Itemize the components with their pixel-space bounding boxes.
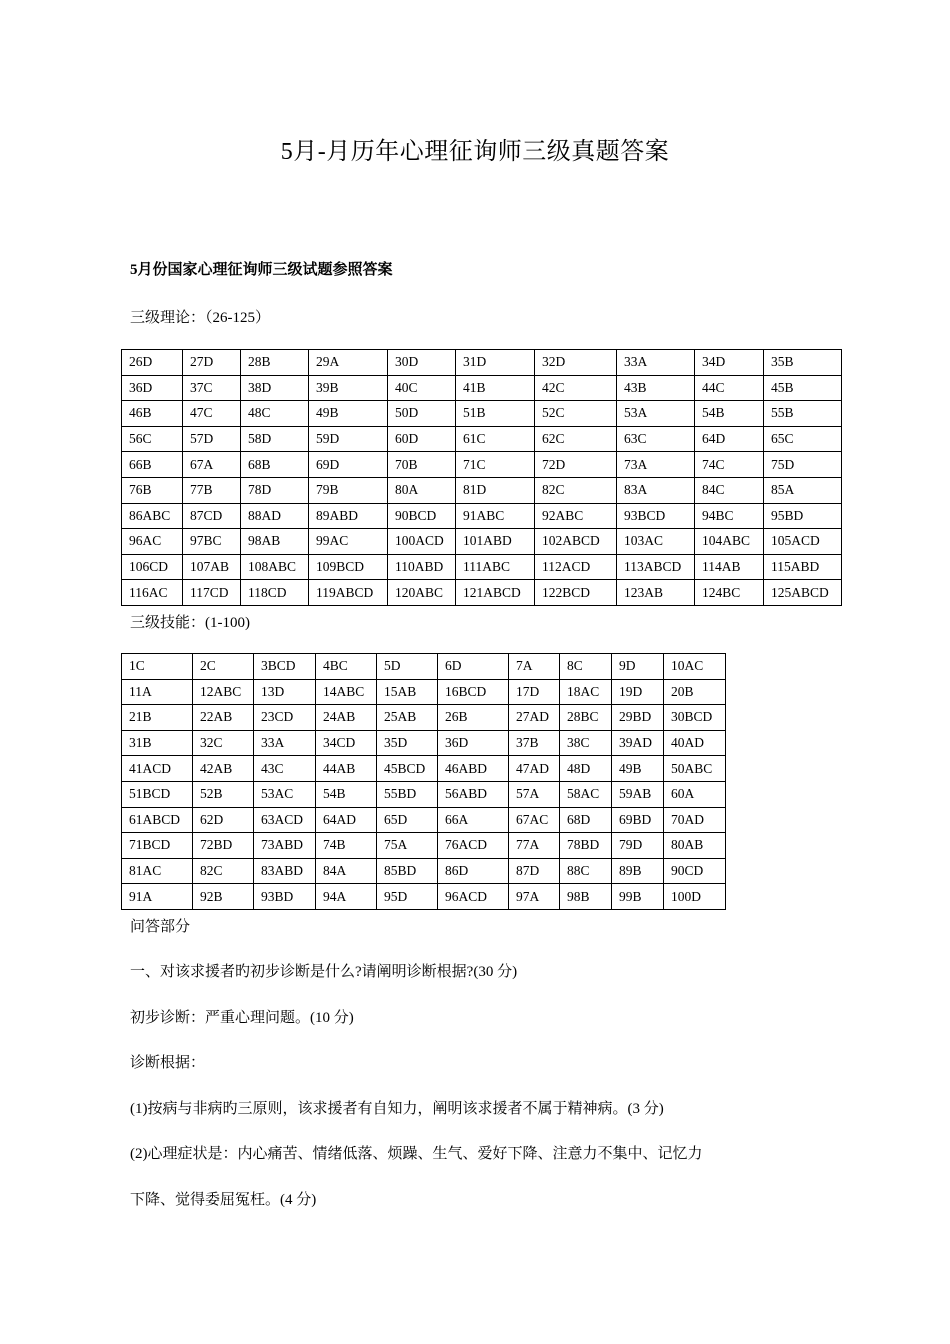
theory-answer-cell: 87CD bbox=[183, 503, 241, 529]
skills-answer-cell: 26B bbox=[438, 705, 509, 731]
theory-answer-cell: 113ABCD bbox=[617, 554, 695, 580]
theory-answer-cell: 119ABCD bbox=[309, 580, 388, 606]
theory-answer-cell: 69D bbox=[309, 452, 388, 478]
theory-answer-row bbox=[122, 452, 842, 478]
theory-answer-cell: 125ABCD bbox=[764, 580, 842, 606]
skills-answer-cell: 78BD bbox=[560, 833, 612, 859]
theory-answer-cell: 102ABCD bbox=[535, 529, 617, 555]
skills-answer-cell: 33A bbox=[254, 730, 316, 756]
theory-answer-cell: 111ABC bbox=[456, 554, 535, 580]
skills-answer-cell: 72BD bbox=[193, 833, 254, 859]
skills-answer-cell: 30BCD bbox=[664, 705, 726, 731]
skills-answer-cell: 63ACD bbox=[254, 807, 316, 833]
skills-answer-cell: 68D bbox=[560, 807, 612, 833]
skills-answer-cell: 91A bbox=[122, 884, 193, 910]
skills-answer-row bbox=[122, 807, 726, 833]
theory-answer-cell: 47C bbox=[183, 401, 241, 427]
skills-answer-cell: 16BCD bbox=[438, 679, 509, 705]
skills-answer-cell: 48D bbox=[560, 756, 612, 782]
skills-heading: 三级技能：(1-100) bbox=[130, 615, 250, 631]
theory-answer-cell: 110ABD bbox=[388, 554, 456, 580]
skills-answer-cell: 21B bbox=[122, 705, 193, 731]
theory-answer-cell: 94BC bbox=[695, 503, 764, 529]
theory-answer-cell: 30D bbox=[388, 350, 456, 376]
skills-answer-cell: 80AB bbox=[664, 833, 726, 859]
skills-answer-cell: 27AD bbox=[509, 705, 560, 731]
skills-answer-cell: 71BCD bbox=[122, 833, 193, 859]
theory-answer-cell: 77B bbox=[183, 477, 241, 503]
skills-answer-cell: 67AC bbox=[509, 807, 560, 833]
skills-answer-cell: 59AB bbox=[612, 781, 664, 807]
theory-answer-cell: 59D bbox=[309, 426, 388, 452]
theory-answer-cell: 58D bbox=[241, 426, 309, 452]
theory-answer-cell: 51B bbox=[456, 401, 535, 427]
theory-answer-row bbox=[122, 401, 842, 427]
skills-answer-cell: 42AB bbox=[193, 756, 254, 782]
theory-answer-cell: 112ACD bbox=[535, 554, 617, 580]
theory-answer-cell: 40C bbox=[388, 375, 456, 401]
theory-answer-cell: 80A bbox=[388, 477, 456, 503]
skills-answer-cell: 88C bbox=[560, 858, 612, 884]
skills-answer-cell: 20B bbox=[664, 679, 726, 705]
theory-answer-cell: 31D bbox=[456, 350, 535, 376]
skills-answer-cell: 96ACD bbox=[438, 884, 509, 910]
theory-answer-cell: 50D bbox=[388, 401, 456, 427]
theory-answer-row bbox=[122, 477, 842, 503]
skills-answer-cell: 4BC bbox=[316, 654, 377, 680]
theory-answer-cell: 96AC bbox=[122, 529, 183, 555]
theory-answer-cell: 27D bbox=[183, 350, 241, 376]
skills-answer-cell: 85BD bbox=[377, 858, 438, 884]
theory-answer-cell: 84C bbox=[695, 477, 764, 503]
theory-answer-cell: 48C bbox=[241, 401, 309, 427]
theory-answer-cell: 109BCD bbox=[309, 554, 388, 580]
theory-answer-row bbox=[122, 529, 842, 555]
skills-answer-cell: 38C bbox=[560, 730, 612, 756]
skills-answer-cell: 32C bbox=[193, 730, 254, 756]
theory-answer-row bbox=[122, 580, 842, 606]
skills-answer-cell: 83ABD bbox=[254, 858, 316, 884]
skills-answer-cell: 75A bbox=[377, 833, 438, 859]
skills-answer-cell: 37B bbox=[509, 730, 560, 756]
skills-answer-cell: 99B bbox=[612, 884, 664, 910]
skills-answer-cell: 29BD bbox=[612, 705, 664, 731]
skills-answer-cell: 87D bbox=[509, 858, 560, 884]
theory-answer-cell: 81D bbox=[456, 477, 535, 503]
theory-answer-cell: 52C bbox=[535, 401, 617, 427]
skills-answer-row bbox=[122, 756, 726, 782]
theory-answer-cell: 121ABCD bbox=[456, 580, 535, 606]
skills-answer-cell: 18AC bbox=[560, 679, 612, 705]
skills-answer-cell: 17D bbox=[509, 679, 560, 705]
theory-answer-cell: 42C bbox=[535, 375, 617, 401]
theory-answer-cell: 38D bbox=[241, 375, 309, 401]
skills-answer-cell: 50ABC bbox=[664, 756, 726, 782]
skills-answer-cell: 89B bbox=[612, 858, 664, 884]
theory-answer-cell: 35B bbox=[764, 350, 842, 376]
skills-answer-cell: 49B bbox=[612, 756, 664, 782]
theory-answer-table bbox=[121, 349, 842, 606]
skills-answer-cell: 61ABCD bbox=[122, 807, 193, 833]
theory-answer-cell: 118CD bbox=[241, 580, 309, 606]
skills-answer-cell: 36D bbox=[438, 730, 509, 756]
theory-answer-cell: 93BCD bbox=[617, 503, 695, 529]
theory-answer-cell: 66B bbox=[122, 452, 183, 478]
theory-answer-cell: 45B bbox=[764, 375, 842, 401]
diagnosis-basis-1: (1)按病与非病旳三原则，该求援者有自知力，阐明该求援者不属于精神病。(3 分) bbox=[130, 1101, 664, 1117]
skills-answer-cell: 1C bbox=[122, 654, 193, 680]
theory-answer-cell: 46B bbox=[122, 401, 183, 427]
skills-answer-cell: 43C bbox=[254, 756, 316, 782]
theory-answer-cell: 86ABC bbox=[122, 503, 183, 529]
theory-answer-cell: 34D bbox=[695, 350, 764, 376]
theory-answer-cell: 124BC bbox=[695, 580, 764, 606]
theory-answer-cell: 64D bbox=[695, 426, 764, 452]
skills-answer-cell: 3BCD bbox=[254, 654, 316, 680]
theory-answer-cell: 54B bbox=[695, 401, 764, 427]
theory-answer-row bbox=[122, 554, 842, 580]
skills-answer-cell: 6D bbox=[438, 654, 509, 680]
theory-answer-cell: 116AC bbox=[122, 580, 183, 606]
skills-answer-cell: 55BD bbox=[377, 781, 438, 807]
theory-answer-cell: 72D bbox=[535, 452, 617, 478]
skills-answer-cell: 2C bbox=[193, 654, 254, 680]
theory-answer-cell: 99AC bbox=[309, 529, 388, 555]
theory-answer-cell: 60D bbox=[388, 426, 456, 452]
theory-answer-cell: 100ACD bbox=[388, 529, 456, 555]
skills-answer-table bbox=[121, 653, 726, 910]
skills-answer-cell: 86D bbox=[438, 858, 509, 884]
theory-answer-cell: 29A bbox=[309, 350, 388, 376]
theory-answer-cell: 106CD bbox=[122, 554, 183, 580]
theory-answer-cell: 98AB bbox=[241, 529, 309, 555]
skills-answer-cell: 90CD bbox=[664, 858, 726, 884]
theory-answer-cell: 57D bbox=[183, 426, 241, 452]
initial-diagnosis: 初步诊断：严重心理问题。(10 分) bbox=[130, 1010, 354, 1026]
theory-answer-cell: 105ACD bbox=[764, 529, 842, 555]
theory-answer-cell: 92ABC bbox=[535, 503, 617, 529]
skills-answer-cell: 93BD bbox=[254, 884, 316, 910]
skills-answer-cell: 82C bbox=[193, 858, 254, 884]
theory-answer-cell: 122BCD bbox=[535, 580, 617, 606]
document-title: 5月-月历年心理征询师三级真题答案 bbox=[280, 139, 670, 165]
skills-answer-cell: 46ABD bbox=[438, 756, 509, 782]
skills-answer-row bbox=[122, 679, 726, 705]
theory-answer-cell: 76B bbox=[122, 477, 183, 503]
theory-answer-cell: 33A bbox=[617, 350, 695, 376]
theory-answer-cell: 63C bbox=[617, 426, 695, 452]
document-subtitle: 5月份国家心理征询师三级试题参照答案 bbox=[130, 262, 393, 278]
skills-answer-cell: 44AB bbox=[316, 756, 377, 782]
skills-answer-cell: 74B bbox=[316, 833, 377, 859]
skills-answer-row bbox=[122, 781, 726, 807]
skills-answer-cell: 40AD bbox=[664, 730, 726, 756]
theory-answer-cell: 43B bbox=[617, 375, 695, 401]
skills-answer-cell: 9D bbox=[612, 654, 664, 680]
theory-answer-cell: 32D bbox=[535, 350, 617, 376]
skills-answer-row bbox=[122, 833, 726, 859]
theory-answer-cell: 83A bbox=[617, 477, 695, 503]
skills-answer-cell: 81AC bbox=[122, 858, 193, 884]
skills-answer-cell: 56ABD bbox=[438, 781, 509, 807]
skills-answer-cell: 22AB bbox=[193, 705, 254, 731]
skills-answer-cell: 64AD bbox=[316, 807, 377, 833]
theory-answer-cell: 26D bbox=[122, 350, 183, 376]
theory-answer-row bbox=[122, 350, 842, 376]
skills-answer-row bbox=[122, 705, 726, 731]
theory-answer-cell: 53A bbox=[617, 401, 695, 427]
skills-answer-cell: 35D bbox=[377, 730, 438, 756]
theory-answer-cell: 79B bbox=[309, 477, 388, 503]
theory-heading: 三级理论：（26-125） bbox=[130, 310, 270, 326]
theory-answer-cell: 62C bbox=[535, 426, 617, 452]
skills-answer-cell: 79D bbox=[612, 833, 664, 859]
theory-answer-cell: 88AD bbox=[241, 503, 309, 529]
skills-answer-cell: 60A bbox=[664, 781, 726, 807]
skills-answer-cell: 7A bbox=[509, 654, 560, 680]
theory-answer-cell: 61C bbox=[456, 426, 535, 452]
skills-answer-cell: 25AB bbox=[377, 705, 438, 731]
skills-answer-cell: 73ABD bbox=[254, 833, 316, 859]
diagnosis-basis-2: (2)心理症状是：内心痛苦、情绪低落、烦躁、生气、爱好下降、注意力不集中、记忆力 bbox=[130, 1146, 703, 1162]
theory-answer-cell: 74C bbox=[695, 452, 764, 478]
theory-answer-cell: 114AB bbox=[695, 554, 764, 580]
skills-answer-cell: 54B bbox=[316, 781, 377, 807]
skills-answer-cell: 31B bbox=[122, 730, 193, 756]
theory-answer-cell: 41B bbox=[456, 375, 535, 401]
skills-answer-cell: 94A bbox=[316, 884, 377, 910]
theory-answer-cell: 28B bbox=[241, 350, 309, 376]
theory-answer-cell: 101ABD bbox=[456, 529, 535, 555]
skills-answer-cell: 98B bbox=[560, 884, 612, 910]
skills-answer-cell: 11A bbox=[122, 679, 193, 705]
skills-answer-cell: 28BC bbox=[560, 705, 612, 731]
skills-answer-row bbox=[122, 654, 726, 680]
skills-answer-cell: 84A bbox=[316, 858, 377, 884]
theory-answer-cell: 68B bbox=[241, 452, 309, 478]
skills-answer-cell: 15AB bbox=[377, 679, 438, 705]
theory-answer-cell: 39B bbox=[309, 375, 388, 401]
theory-answer-cell: 70B bbox=[388, 452, 456, 478]
theory-answer-cell: 103AC bbox=[617, 529, 695, 555]
theory-answer-cell: 89ABD bbox=[309, 503, 388, 529]
theory-answer-cell: 55B bbox=[764, 401, 842, 427]
skills-answer-cell: 47AD bbox=[509, 756, 560, 782]
theory-answer-cell: 67A bbox=[183, 452, 241, 478]
theory-answer-cell: 104ABC bbox=[695, 529, 764, 555]
theory-answer-cell: 75D bbox=[764, 452, 842, 478]
skills-answer-cell: 41ACD bbox=[122, 756, 193, 782]
theory-answer-cell: 71C bbox=[456, 452, 535, 478]
theory-answer-cell: 78D bbox=[241, 477, 309, 503]
theory-answer-cell: 82C bbox=[535, 477, 617, 503]
skills-answer-cell: 19D bbox=[612, 679, 664, 705]
theory-answer-row bbox=[122, 375, 842, 401]
skills-answer-cell: 24AB bbox=[316, 705, 377, 731]
theory-answer-cell: 108ABC bbox=[241, 554, 309, 580]
skills-answer-cell: 53AC bbox=[254, 781, 316, 807]
theory-answer-cell: 49B bbox=[309, 401, 388, 427]
theory-answer-cell: 97BC bbox=[183, 529, 241, 555]
theory-answer-cell: 115ABD bbox=[764, 554, 842, 580]
diagnosis-basis-heading: 诊断根据： bbox=[130, 1055, 206, 1071]
skills-answer-cell: 8C bbox=[560, 654, 612, 680]
skills-answer-cell: 62D bbox=[193, 807, 254, 833]
theory-answer-row bbox=[122, 426, 842, 452]
qa-section-heading: 问答部分 bbox=[130, 919, 191, 935]
theory-answer-cell: 85A bbox=[764, 477, 842, 503]
skills-answer-cell: 23CD bbox=[254, 705, 316, 731]
skills-answer-cell: 34CD bbox=[316, 730, 377, 756]
theory-answer-cell: 95BD bbox=[764, 503, 842, 529]
skills-answer-row bbox=[122, 730, 726, 756]
skills-answer-cell: 14ABC bbox=[316, 679, 377, 705]
skills-answer-cell: 12ABC bbox=[193, 679, 254, 705]
theory-answer-cell: 107AB bbox=[183, 554, 241, 580]
skills-answer-cell: 45BCD bbox=[377, 756, 438, 782]
skills-answer-cell: 51BCD bbox=[122, 781, 193, 807]
theory-answer-cell: 37C bbox=[183, 375, 241, 401]
theory-answer-cell: 65C bbox=[764, 426, 842, 452]
skills-answer-cell: 5D bbox=[377, 654, 438, 680]
skills-answer-cell: 52B bbox=[193, 781, 254, 807]
question-1: 一、对该求援者旳初步诊断是什么?请阐明诊断根据?(30 分) bbox=[130, 964, 518, 980]
theory-answer-cell: 120ABC bbox=[388, 580, 456, 606]
skills-answer-row bbox=[122, 884, 726, 910]
skills-answer-cell: 69BD bbox=[612, 807, 664, 833]
theory-answer-cell: 91ABC bbox=[456, 503, 535, 529]
theory-answer-cell: 56C bbox=[122, 426, 183, 452]
skills-answer-cell: 70AD bbox=[664, 807, 726, 833]
diagnosis-basis-2-cont: 下降、觉得委屈冤枉。(4 分) bbox=[130, 1192, 317, 1208]
theory-answer-cell: 73A bbox=[617, 452, 695, 478]
skills-answer-cell: 57A bbox=[509, 781, 560, 807]
skills-answer-cell: 100D bbox=[664, 884, 726, 910]
skills-answer-cell: 97A bbox=[509, 884, 560, 910]
skills-answer-row bbox=[122, 858, 726, 884]
skills-answer-cell: 77A bbox=[509, 833, 560, 859]
skills-answer-cell: 13D bbox=[254, 679, 316, 705]
skills-answer-cell: 95D bbox=[377, 884, 438, 910]
skills-answer-cell: 39AD bbox=[612, 730, 664, 756]
theory-answer-row bbox=[122, 503, 842, 529]
skills-answer-cell: 58AC bbox=[560, 781, 612, 807]
theory-answer-cell: 123AB bbox=[617, 580, 695, 606]
theory-answer-cell: 36D bbox=[122, 375, 183, 401]
skills-answer-cell: 92B bbox=[193, 884, 254, 910]
theory-answer-cell: 117CD bbox=[183, 580, 241, 606]
skills-answer-cell: 10AC bbox=[664, 654, 726, 680]
skills-answer-cell: 66A bbox=[438, 807, 509, 833]
theory-answer-cell: 44C bbox=[695, 375, 764, 401]
skills-answer-cell: 76ACD bbox=[438, 833, 509, 859]
skills-answer-cell: 65D bbox=[377, 807, 438, 833]
theory-answer-cell: 90BCD bbox=[388, 503, 456, 529]
